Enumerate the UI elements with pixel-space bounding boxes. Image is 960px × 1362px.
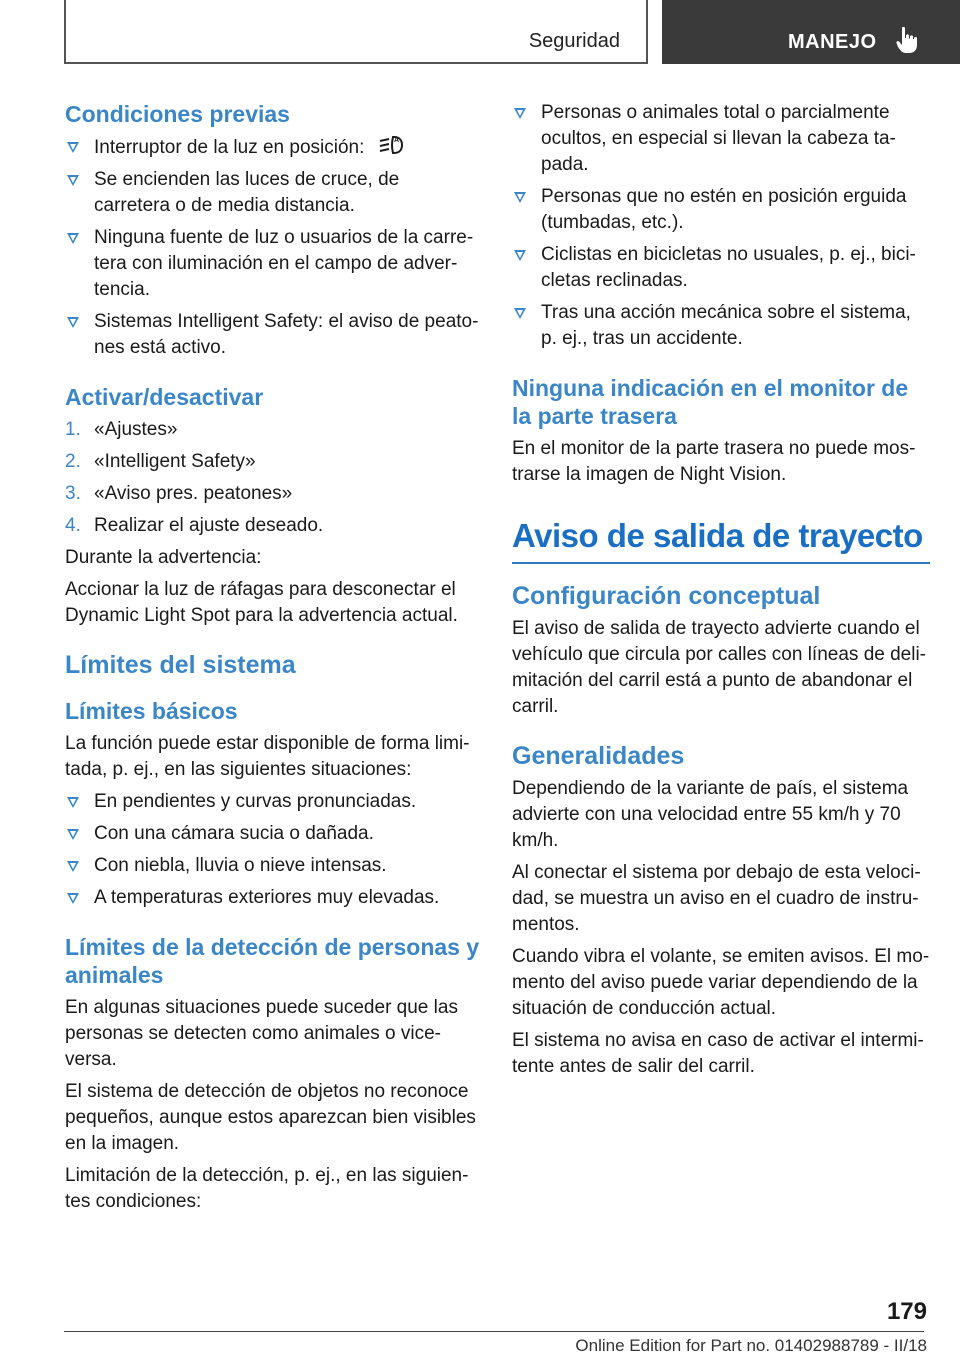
triangle-bullet-icon (67, 233, 79, 244)
general-heading: Generalidades (512, 742, 685, 770)
detection-list (512, 100, 930, 352)
triangle-bullet-icon (514, 192, 526, 203)
hand-pointer-icon (896, 26, 918, 54)
list-item: Ciclistas en bicicletas no usuales, p. ej., bici-cletas reclinadas. (512, 242, 930, 294)
triangle-bullet-icon (67, 797, 79, 808)
triangle-bullet-icon (67, 142, 79, 153)
triangle-bullet-icon (514, 108, 526, 119)
prereq-list (65, 134, 480, 361)
basic-limits-list (65, 789, 480, 911)
steps-list (65, 417, 480, 539)
general-text-1: Dependiendo de la variante de país, el sistema advierte con una velocidad entre 55 km/h y 70 km/h. (512, 778, 909, 851)
list-item: En pendientes y curvas pronunciadas. (65, 789, 480, 815)
list-item: 2. «Intelligent Safety» (65, 451, 256, 472)
list-item: 1. «Ajustes» (65, 419, 178, 440)
triangle-bullet-icon (67, 175, 79, 186)
page-number: 179 (886, 1298, 927, 1325)
list-item: Sistemas Intelligent Safety: el aviso de peato-nes está activo. (65, 309, 480, 361)
concept-text: El aviso de salida de trayecto advierte cuando el vehículo que circula por calles con líneas de deli-mitación del carril está a punto de abandonar el carril. (512, 618, 927, 717)
header-chapter-box (662, 0, 960, 64)
header-section-box (64, 0, 648, 64)
basic-limits-text: La función puede estar disponible de forma limi-tada, p. ej., en las siguientes situaciones: (65, 733, 470, 780)
list-item: 4. Realizar el ajuste deseado. (65, 515, 324, 536)
detection-text-2: El sistema de detección de objetos no reconoce pequeños, aunque estos aparezcan bien visibles en la imagen. (65, 1081, 476, 1154)
list-item: Personas que no estén en posición erguida (tumbadas, etc.). (512, 184, 930, 236)
prereq-heading: Condiciones previas (65, 101, 290, 127)
svg-text:A: A (393, 137, 399, 144)
limits-heading: Límites del sistema (65, 651, 296, 679)
triangle-bullet-icon (514, 250, 526, 261)
left-column (65, 100, 480, 1215)
footer-rule (64, 1331, 924, 1332)
list-item: 3. «Aviso pres. peatones» (65, 483, 293, 504)
detection-text-1: En algunas situaciones puede suceder que las personas se detecten como animales o vice-versa. (65, 997, 458, 1070)
no-display-text: En el monitor de la parte trasera no puede mos-trarse la imagen de Night Vision. (512, 438, 916, 485)
header-section-title: Seguridad (528, 30, 620, 52)
headlight-auto-icon (378, 134, 404, 156)
flash-text: Accionar la luz de ráfagas para desconectar el Dynamic Light Spot para la advertencia actual. (65, 579, 458, 626)
no-display-heading: Ninguna indicación en el monitor de la parte trasera (512, 375, 909, 429)
right-column (512, 100, 930, 1080)
list-item: Ninguna fuente de luz o usuarios de la carre-tera con iluminación en el campo de adver-tencia. (65, 225, 480, 303)
triangle-bullet-icon (67, 829, 79, 840)
general-text-4: El sistema no avisa en caso de activar el intermi-tente antes de salir del carril. (512, 1030, 924, 1077)
activate-heading: Activar/desactivar (65, 384, 264, 410)
list-item: Tras una acción mecánica sobre el sistema, p. ej., tras un accidente. (512, 300, 930, 352)
list-item: Personas o animales total o parcialmente ocultos, en especial si llevan la cabeza ta-pada. (512, 100, 930, 178)
concept-heading: Configuración conceptual (512, 582, 821, 610)
general-text-3: Cuando vibra el volante, se emiten avisos. El mo-mento del aviso puede variar dependiendo de la situación de conducción actual. (512, 946, 930, 1019)
detection-text-3: Limitación de la detección, p. ej., en las siguien-tes condiciones: (65, 1165, 469, 1212)
triangle-bullet-icon (67, 861, 79, 872)
header-chapter-title: MANEJO (788, 31, 877, 53)
list-item: Interruptor de la luz en posición: A (65, 134, 480, 161)
list-item: Se encienden las luces de cruce, de carretera o de media distancia. (65, 167, 480, 219)
during-warning-text: Durante la advertencia: (65, 547, 262, 568)
list-item: Con niebla, lluvia o nieve intensas. (65, 853, 480, 879)
list-item: A temperaturas exteriores muy elevadas. (65, 885, 480, 911)
triangle-bullet-icon (67, 317, 79, 328)
list-item: Con una cámara sucia o dañada. (65, 821, 480, 847)
footer-edition: Online Edition for Part no. 01402988789 - II/18 (575, 1336, 927, 1355)
general-text-2: Al conectar el sistema por debajo de esta veloci-dad, se muestra un aviso en el cuadro de instru-mentos. (512, 862, 921, 935)
triangle-bullet-icon (514, 308, 526, 319)
ldw-heading: Aviso de salida de trayecto (512, 517, 923, 554)
detection-limits-heading: Límites de la detección de personas y animales (65, 934, 480, 988)
basic-limits-heading: Límites básicos (65, 698, 238, 724)
triangle-bullet-icon (67, 893, 79, 904)
